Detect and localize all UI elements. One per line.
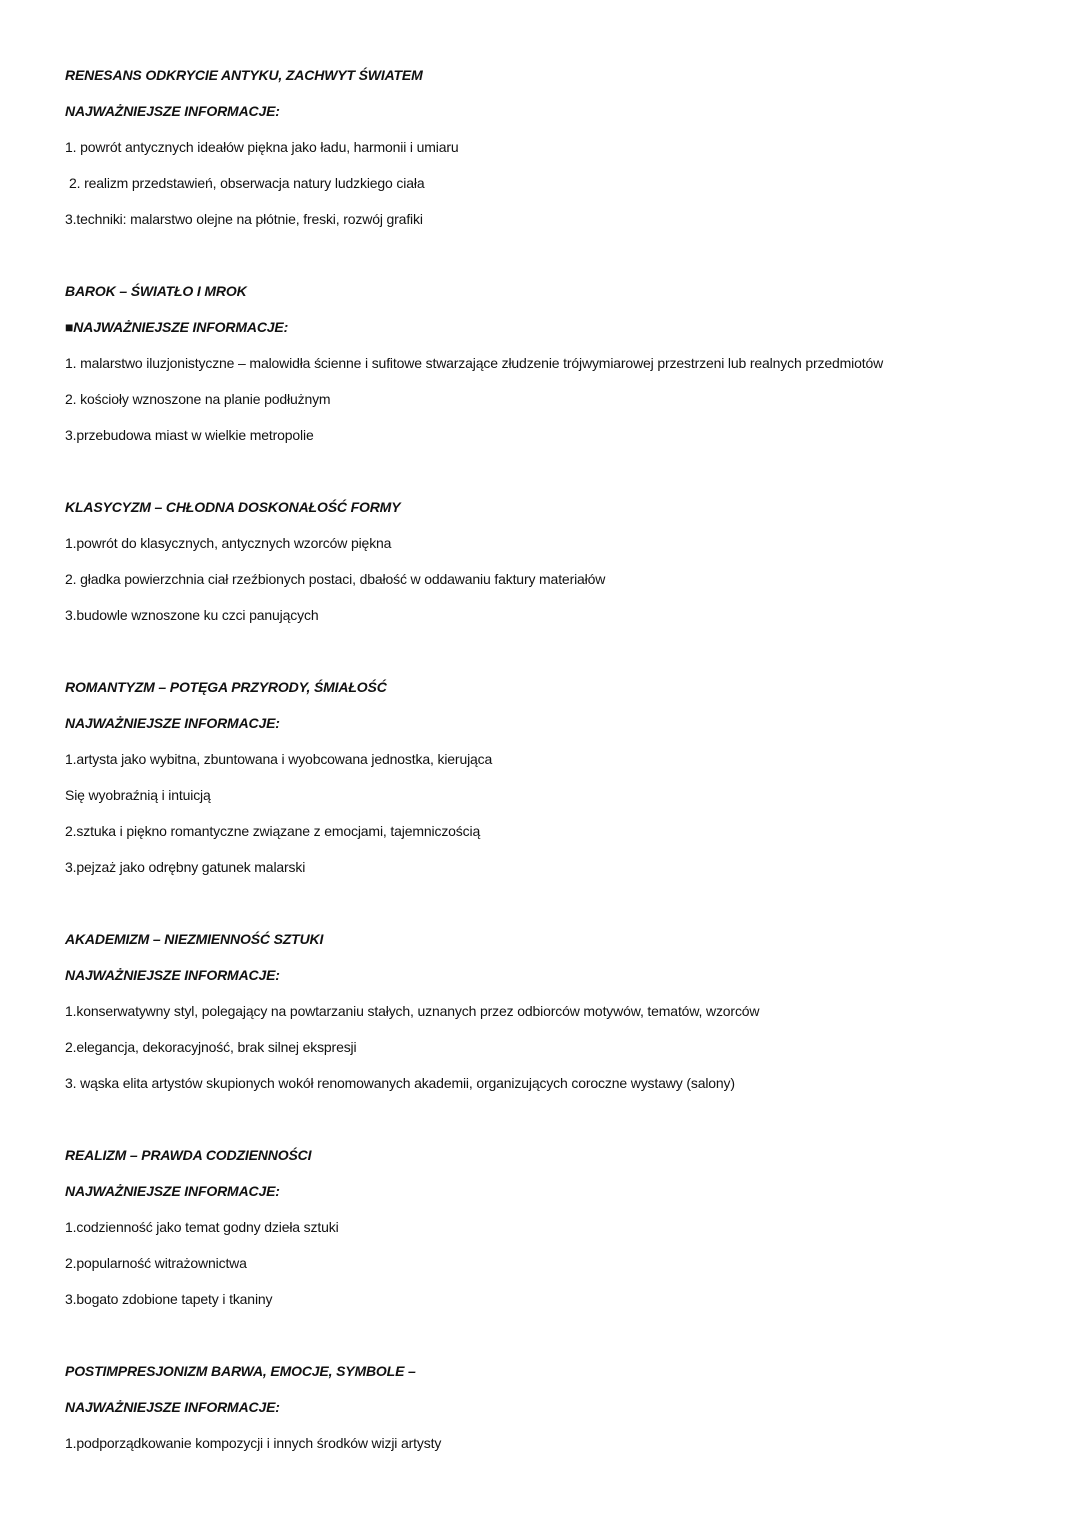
list-item: 3.techniki: malarstwo olejne na płótnie, freski, rozwój grafiki bbox=[65, 211, 423, 227]
section-subheading: NAJWAŻNIEJSZE INFORMACJE: bbox=[65, 967, 280, 983]
list-item: 2. realizm przedstawień, obserwacja natury ludzkiego ciała bbox=[69, 175, 425, 191]
section-heading: REALIZM – PRAWDA CODZIENNOŚCI bbox=[65, 1147, 312, 1163]
section-heading: BAROK – ŚWIATŁO I MROK bbox=[65, 283, 247, 299]
section bbox=[65, 489, 1040, 633]
list-item: 3.budowle wznoszone ku czci panujących bbox=[65, 607, 319, 623]
list-item: 2.elegancja, dekoracyjność, brak silnej ekspresji bbox=[65, 1039, 357, 1055]
document-page bbox=[65, 57, 1040, 1497]
section bbox=[65, 669, 1040, 885]
list-item: 1. powrót antycznych ideałów piękna jako ładu, harmonii i umiaru bbox=[65, 139, 459, 155]
list-item: 1.powrót do klasycznych, antycznych wzorców piękna bbox=[65, 535, 392, 551]
list-item: 1.artysta jako wybitna, zbuntowana i wyobcowana jednostka, kierująca bbox=[65, 751, 493, 767]
list-item: 1.podporządkowanie kompozycji i innych środków wizji artysty bbox=[65, 1435, 442, 1451]
list-item: 1. malarstwo iluzjonistyczne – malowidła ścienne i sufitowe stwarzające złudzenie trójwymiarowej przestrzeni lub realnych przedmiotów bbox=[65, 355, 884, 371]
section-subheading: NAJWAŻNIEJSZE INFORMACJE: bbox=[65, 103, 280, 119]
section-heading: AKADEMIZM – NIEZMIENNOŚĆ SZTUKI bbox=[65, 931, 324, 947]
list-item: 3.przebudowa miast w wielkie metropolie bbox=[65, 427, 314, 443]
section bbox=[65, 57, 1040, 237]
list-item: 3.pejzaż jako odrębny gatunek malarski bbox=[65, 859, 306, 875]
section-heading: ROMANTYZM – POTĘGA PRZYRODY, ŚMIAŁOŚĆ bbox=[65, 679, 387, 695]
section bbox=[65, 1137, 1040, 1317]
list-item: 1.konserwatywny styl, polegający na powtarzaniu stałych, uznanych przez odbiorców motywów, tematów, wzorców bbox=[65, 1003, 760, 1019]
section-subheading: NAJWAŻNIEJSZE INFORMACJE: bbox=[65, 1399, 280, 1415]
list-item: 2. kościoły wznoszone na planie podłużnym bbox=[65, 391, 331, 407]
list-item: 2. gładka powierzchnia ciał rzeźbionych postaci, dbałość w oddawaniu faktury materiałów bbox=[65, 571, 606, 587]
section-heading: KLASYCYZM – CHŁODNA DOSKONAŁOŚĆ FORMY bbox=[65, 499, 401, 515]
section bbox=[65, 1353, 1040, 1461]
list-item: 2.popularność witrażownictwa bbox=[65, 1255, 247, 1271]
list-item: 1.codzienność jako temat godny dzieła sztuki bbox=[65, 1219, 339, 1235]
section-subheading: NAJWAŻNIEJSZE INFORMACJE: bbox=[65, 715, 280, 731]
section-subheading: NAJWAŻNIEJSZE INFORMACJE: bbox=[65, 1183, 280, 1199]
section bbox=[65, 921, 1040, 1101]
list-item: 2.sztuka i piękno romantyczne związane z emocjami, tajemniczością bbox=[65, 823, 481, 839]
list-item: 3.bogato zdobione tapety i tkaniny bbox=[65, 1291, 273, 1307]
list-item: 3. wąska elita artystów skupionych wokół renomowanych akademii, organizujących coroczne wystawy (salony) bbox=[65, 1075, 735, 1091]
section bbox=[65, 273, 1040, 453]
list-item: Się wyobraźnią i intuicją bbox=[65, 787, 211, 803]
section-heading: POSTIMPRESJONIZM BARWA, EMOCJE, SYMBOLE – bbox=[65, 1363, 416, 1379]
section-subheading: ■NAJWAŻNIEJSZE INFORMACJE: bbox=[65, 319, 289, 335]
section-heading: RENESANS ODKRYCIE ANTYKU, ZACHWYT ŚWIATEM bbox=[65, 67, 423, 83]
